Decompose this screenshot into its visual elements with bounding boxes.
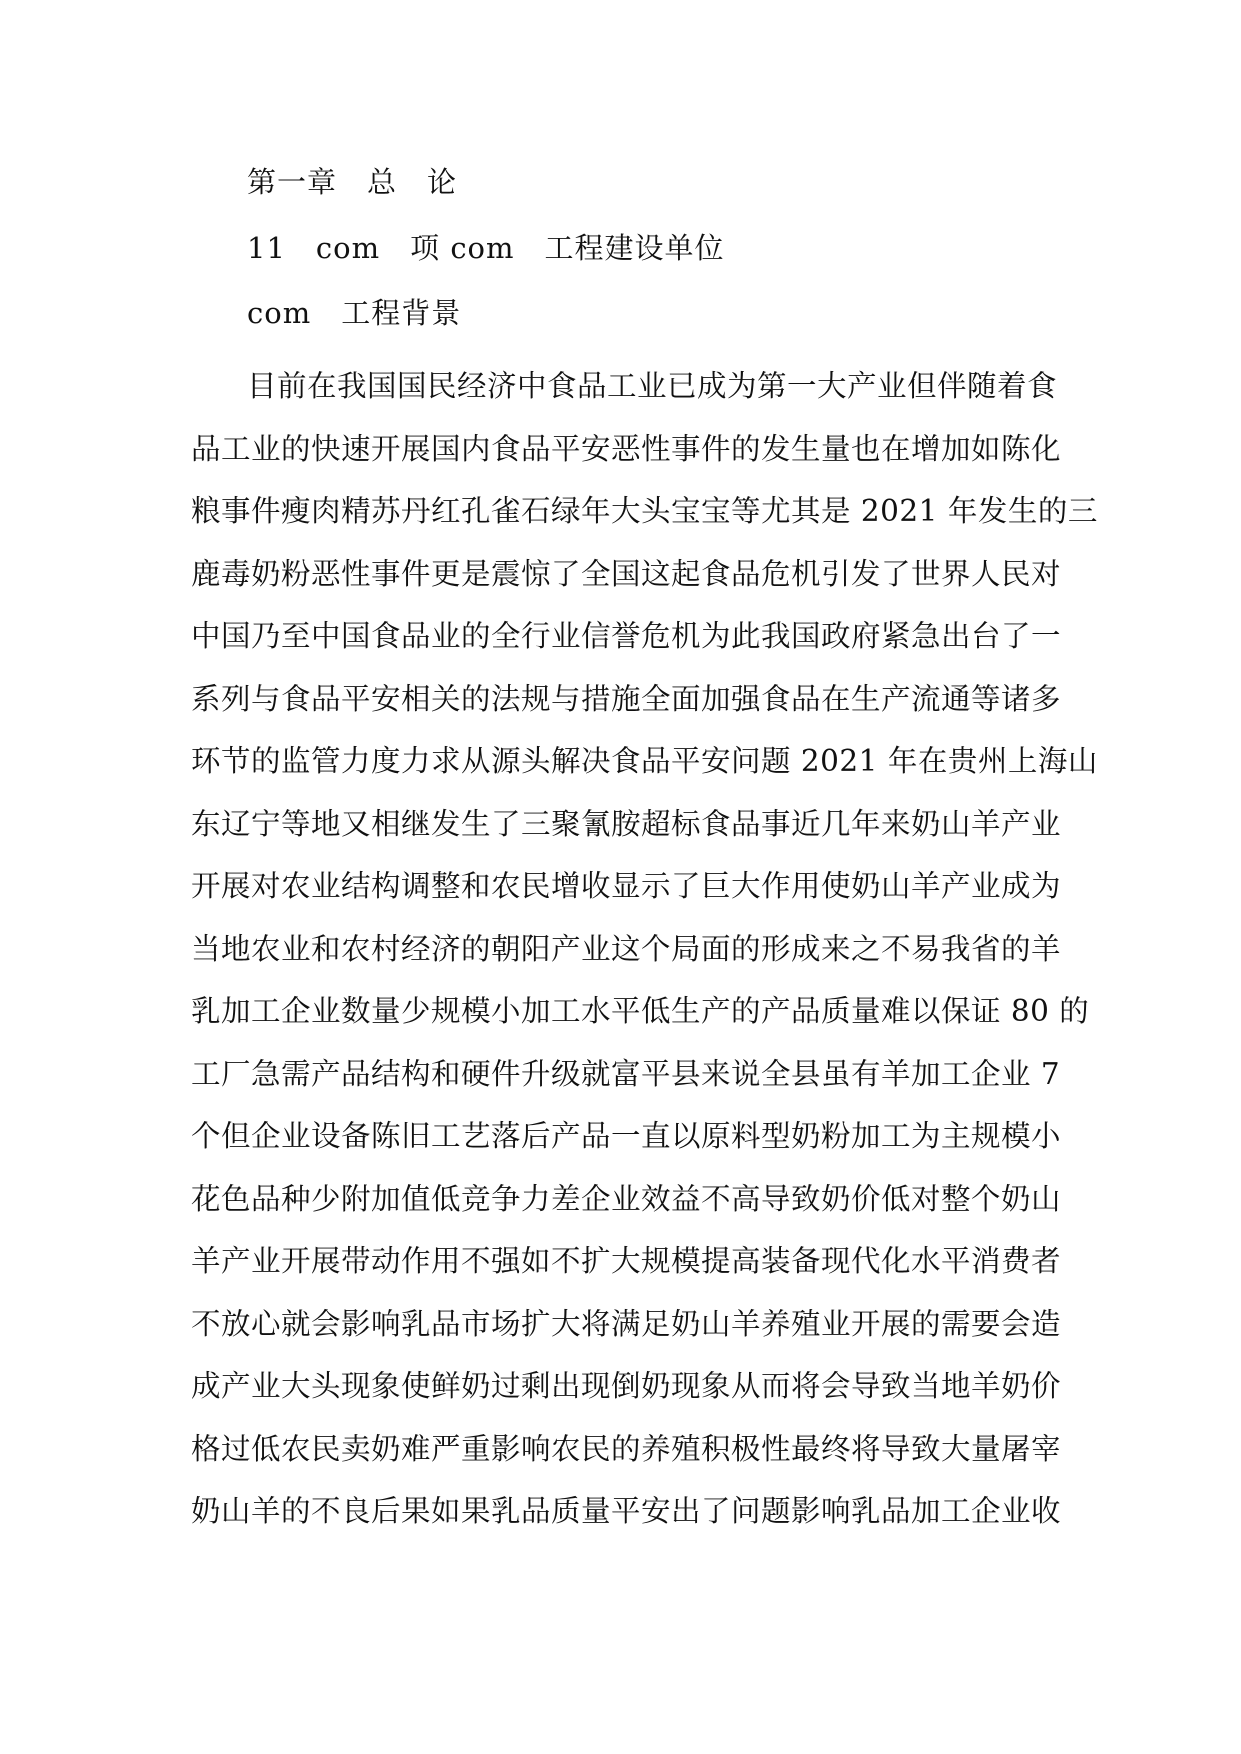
body-paragraph: [191, 355, 1098, 1543]
body-line: 目前在我国国民经济中食品工业已成为第一大产业但伴随着食: [247, 369, 1058, 403]
section-heading: 11 com 项 com 工程建设单位: [247, 231, 725, 265]
body-line: 不放心就会影响乳品市场扩大将满足奶山羊养殖业开展的需要会造: [191, 1306, 1062, 1341]
body-line: 粮事件瘦肉精苏丹红孔雀石绿年大头宝宝等尤其是 2021 年发生的三: [191, 494, 1098, 528]
chapter-heading: 第一章 总 论: [247, 165, 458, 199]
body-line: 当地农业和农村经济的朝阳产业这个局面的形成来之不易我省的羊: [191, 931, 1062, 966]
body-line: 环节的监管力度力求从源头解决食品平安问题 2021 年在贵州上海山: [191, 744, 1098, 778]
body-line: 花色品种少附加值低竞争力差企业效益不高导致奶价低对整个奶山: [191, 1181, 1062, 1216]
body-line: 东辽宁等地又相继发生了三聚氰胺超标食品事近几年来奶山羊产业: [191, 806, 1062, 841]
body-line: 成产业大头现象使鲜奶过剩出现倒奶现象从而将会导致当地羊奶价: [191, 1369, 1062, 1403]
body-line: 格过低农民卖奶难严重影响农民的养殖积极性最终将导致大量屠宰: [191, 1431, 1062, 1466]
body-line: 开展对农业结构调整和农民增收显示了巨大作用使奶山羊产业成为: [191, 869, 1062, 903]
body-line: 乳加工企业数量少规模小加工水平低生产的产品质量难以保证 80 的: [191, 994, 1090, 1028]
subsection-heading: com 工程背景: [247, 296, 462, 330]
body-line: 中国乃至中国食品业的全行业信誉危机为此我国政府紧急出台了一: [191, 619, 1062, 653]
body-line: 鹿毒奶粉恶性事件更是震惊了全国这起食品危机引发了世界人民对: [191, 556, 1062, 591]
body-line: 个但企业设备陈旧工艺落后产品一直以原料型奶粉加工为主规模小: [191, 1119, 1062, 1153]
body-line: 奶山羊的不良后果如果乳品质量平安出了问题影响乳品加工企业收: [191, 1494, 1062, 1528]
body-line: 系列与食品平安相关的法规与措施全面加强食品在生产流通等诸多: [191, 681, 1062, 716]
body-line: 羊产业开展带动作用不强如不扩大规模提高装备现代化水平消费者: [191, 1244, 1062, 1278]
body-line: 品工业的快速开展国内食品平安恶性事件的发生量也在增加如陈化: [191, 431, 1062, 466]
body-line: 工厂急需产品结构和硬件升级就富平县来说全县虽有羊加工企业 7: [191, 1056, 1061, 1091]
